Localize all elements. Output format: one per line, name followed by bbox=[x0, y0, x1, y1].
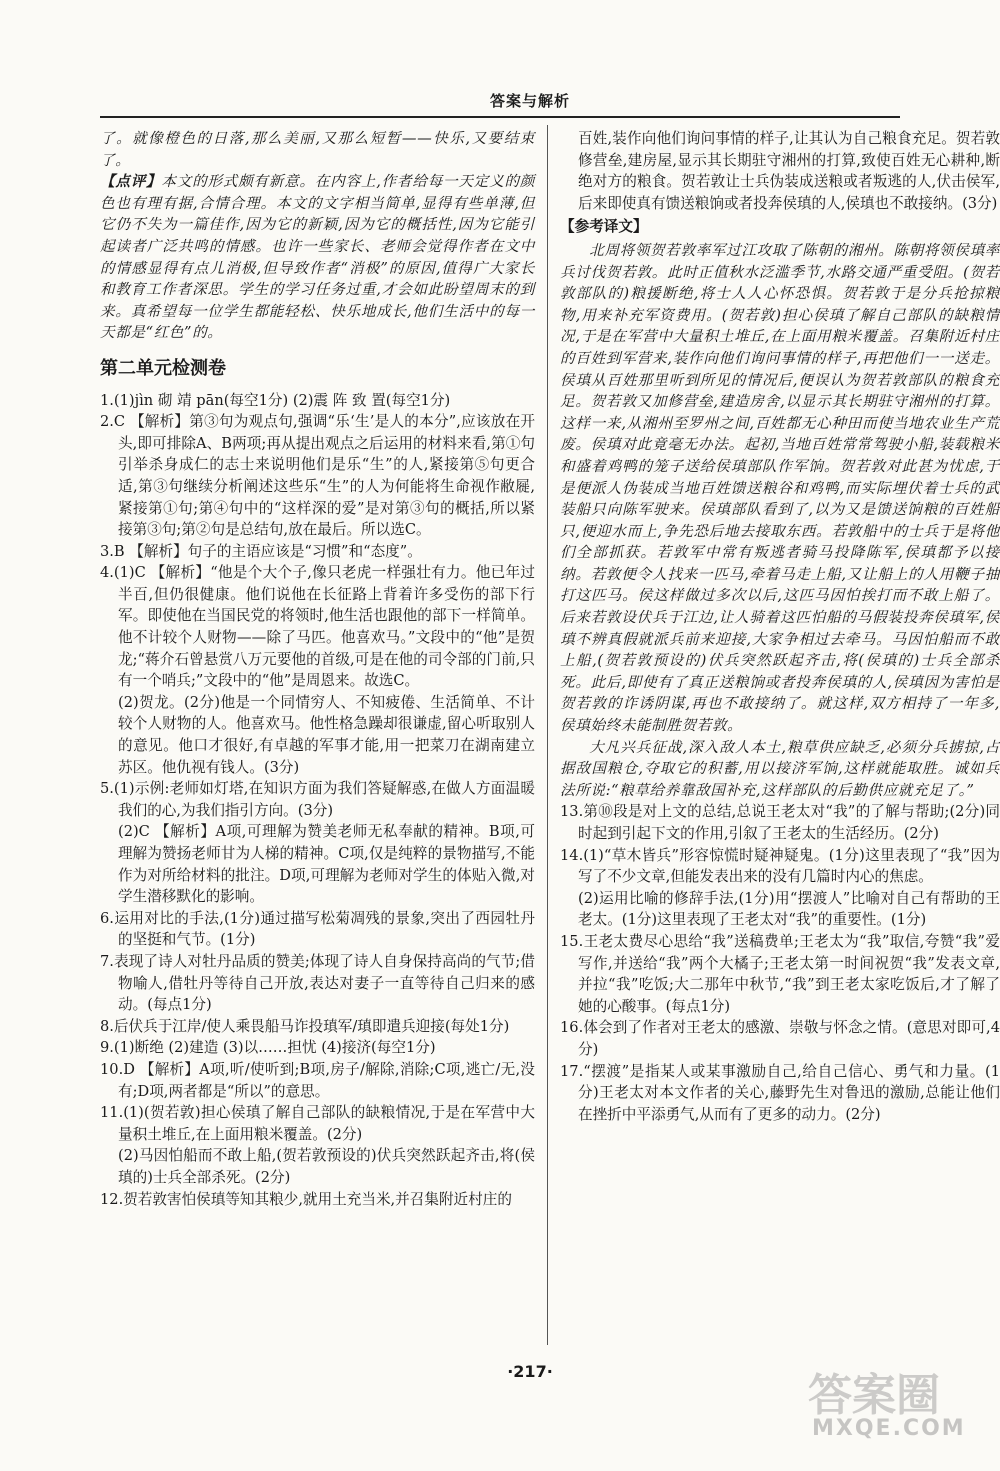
watermark-logo bbox=[802, 1368, 992, 1463]
translation-paragraph-2: 大凡兴兵征战,深入敌人本土,粮草供应缺乏,必须分兵掳掠,占据敌国粮仓,夺取它的积蓄,用以接济军饷,这样就能取胜。诚如兵法所说:“粮草给养靠敌国补充,这样部队的后勤供应就充足了。” bbox=[560, 738, 1000, 799]
translation-paragraph-1: 北周将领贺若敦率军过江攻取了陈朝的湘州。陈朝将领侯瑱率兵讨伐贺若敦。此时正值秋水泛滥季节,水路交通严重受阻。(贺若敦部队的)粮援断绝,将士人人心怀恐惧。贺若敦于是分兵抢掠粮物,用来补充军资费用。(贺若敦)担心侯瑱了解自己部队的缺粮情况,于是在军营中大量积土堆丘,在上面用粮米覆盖。召集附近村庄的百姓到军营来,装作向他们询问事情的样子,再把他们一一送走。侯瑱从百姓那里听到所见的情况后,便误认为贺若敦部队的粮食充足。贺若敦又加修营垒,建造房舍,以显示其长期驻守湘州的打算。这样一来,从湘州至罗州之间,百姓都无心种田而使当地农业生产荒废。侯瑱对此竟毫无办法。起初,当地百姓常常驾驶小船,装载粮米和盛着鸡鸭的笼子送给侯瑱部队作军饷。贺若敦对此甚为忧虑,于是便派人伪装成当地百姓馈送粮谷和鸡鸭,而实际埋伏着士兵的武装船只向陈军驶来。侯瑱部队看到了,以为又是馈送饷粮的百姓船只,便迎水而上,争先恐后地去接取东西。若敦船中的士兵于是将他们全部抓获。若敦军中常有叛逃者骑马投降陈军,侯瑱都予以接纳。若敦便令人找来一匹马,牵着马走上船,又让船上的人用鞭子抽打这匹马。侯这样做过多次以后,这匹马因怕挨打而不敢上船了。后来若敦设伏兵于江边,让人骑着这匹怕船的马假装投奔侯瑱军,侯瑱不辨真假就派兵前来迎接,大家争相过去牵马。马因怕船而不敢上船,(贺若敦预设的)伏兵突然跃起齐击,将(侯瑱的)士兵全部杀死。此后,即使有了真正送粮饷或者投奔侯瑱的人,侯瑱因为害怕是贺若敦的诈诱阴谋,再也不敢接纳了。就这样,双方相持了一年多,侯瑱始终未能制胜贺若敦。 bbox=[560, 241, 1000, 735]
answer-item-6: 6.运用对比的手法,(1分)通过描写松菊凋残的景象,突出了西园牡丹的坚挺和气节。(1分) bbox=[100, 909, 535, 949]
answer-item-12-cont: 百姓,装作向他们询问事情的样子,让其认为自己粮食充足。贺若敦修营垒,建房屋,显示其长期驻守湘州的打算,致使百姓无心耕种,断绝对方的粮食。贺若敦让士兵伪装成送粮或者叛逃的人,伏击侯军,后来即使真有馈送粮饷或者投奔侯瑱的人,侯瑱也不敢接纳。(3分) bbox=[578, 130, 1000, 212]
answer-item-5-sub: (2)C 【解析】A项,可理解为赞美老师无私奉献的精神。B项,可理解为赞扬老师甘为人梯的精神。C项,仅是纯粹的景物描写,不能作为对所给材料的批注。D项,可理解为老师对学生的体贴入微,对学生潜移默化的影响。 bbox=[118, 823, 535, 906]
answer-item-2: 2.C 【解析】第③句为观点句,强调“乐‘生’是人的本分”,应该放在开头,即可排除A、B两项;再从提出观点之后运用的材料来看,第①句引举杀身成仁的志士来说明他们是乐“生”的人,紧接第⑤句更合适,第③句继续分析阐述这些乐“生”的人为何能将生命视作敝屣,紧接第①句;第④句中的“这样深的爱”是对第③句的概括,所以紧接第③句;第②句是总结句,放在最后。所以选C。 bbox=[100, 413, 535, 539]
dianping-paragraph bbox=[100, 171, 535, 344]
translation-title bbox=[560, 216, 1000, 238]
page-header bbox=[100, 92, 900, 118]
dianping-tag: 【点评】 bbox=[100, 173, 162, 191]
answer-item-11: 11.(1)(贺若敦)担心侯瑱了解自己部队的缺粮情况,于是在军营中大量积土堆丘,在上面用粮米覆盖。(2分) bbox=[100, 1104, 535, 1143]
answer-item-16: 16.体会到了作者对王老太的感激、崇敬与怀念之情。(意思对即可,4分) bbox=[560, 1019, 1000, 1058]
translation-tag: 【参考译文】 bbox=[560, 218, 648, 236]
page-number: ·217· bbox=[507, 1362, 553, 1381]
answer-item-9: 9.(1)断绝 (2)建造 (3)以……担忧 (4)接济(每空1分) bbox=[100, 1039, 436, 1057]
left-column bbox=[100, 128, 535, 1210]
answer-item-12: 12.贺若敦害怕侯瑱等知其粮少,就用土充当米,并召集附近村庄的 bbox=[100, 1190, 512, 1208]
header-title: 答案与解析 bbox=[489, 92, 570, 110]
answer-item-8: 8.后伏兵于江岸/使人乘畏船马诈投瑱军/瑱即遣兵迎接(每处1分) bbox=[100, 1017, 510, 1035]
watermark-glyphs: 答案圈 bbox=[808, 1370, 940, 1418]
answer-item-15: 15.王老太费尽心思给“我”送稿费单;王老太为“我”取信,夸赞“我”爱写作,并送给“我”两个大橘子;王老太第一时间祝贺“我”发表文章,并拉“我”吃饭;大二那年中秋节,“我”到王老太家吃饭后,才了解了她的心酸事。(每点1分) bbox=[560, 932, 1000, 1015]
watermark-glyphs-icon bbox=[802, 1368, 992, 1418]
answer-item-4: 4.(1)C 【解析】“他是个大个子,像只老虎一样强壮有力。他已年过半百,但仍很健康。他们说他在长征路上背着许多受伤的部下行军。即使他在当国民党的将领时,他生活也跟他的部下一样简单。他不计较个人财物——除了马匹。他喜欢马。”文段中的“他”是贺龙;“蒋介石曾悬赏八万元要他的首级,可是在他的司令部的门前,只有一个哨兵;”文段中的“他”是周恩来。故选C。 bbox=[100, 564, 535, 690]
right-column bbox=[560, 128, 1000, 1125]
answer-item-4-sub: (2)贺龙。(2分)他是一个同情穷人、不知疲倦、生活简单、不计较个人财物的人。他喜欢马。他性格急躁却很谦虚,留心听取别人的意见。他口才很好,有卓越的军事才能,用一把菜刀在湖南建立苏区。他仇视有钱人。(3分) bbox=[118, 693, 535, 776]
answer-item-14: 14.(1)“草木皆兵”形容惊慌时疑神疑鬼。(1分)这里表现了“我”因为写了不少文章,但能发表出来的没有几篇时内心的焦虑。 bbox=[560, 846, 1000, 886]
answer-item-13: 13.第⑩段是对上文的总结,总说王老太对“我”的了解与帮助;(2分)同时起到引起下文的作用,引叙了王老太的生活经历。(2分) bbox=[560, 803, 1000, 842]
answer-item-14-sub: (2)运用比喻的修辞手法,(1分)用“摆渡人”比喻对自己有帮助的王老太。(1分)这里表现了王老太对“我”的重要性。(1分) bbox=[578, 889, 1000, 929]
dianping-text: 本文的形式颇有新意。在内容上,作者给每一天定义的颜色也有理有据,合情合理。本文的文字相当简单,显得有些单薄,但它仍不失为一篇佳作,因为它的新颖,因为它的概括性,因为它能引起读者广泛共鸣的情感。也许一些家长、老师会觉得作者在文中的情感显得有点儿消极,但导致作者“消极”的原因,值得广大家长和教育工作者深思。学生的学习任务过重,才会如此盼望周末的到来。真希望每一位学生都能轻松、快乐地成长,他们生活中的每一天都是“红色”的。 bbox=[100, 173, 535, 342]
answer-item-11-sub: (2)马因怕船而不敢上船,(贺若敦预设的)伏兵突然跃起齐击,将(侯瑱的)士兵全部杀死。(2分) bbox=[118, 1147, 535, 1186]
answer-item-5: 5.(1)示例:老师如灯塔,在知识方面为我们答疑解惑,在做人方面温暖我们的心,为我们指引方向。(3分) bbox=[100, 780, 535, 819]
intro-text: 了。就像橙色的日落,那么美丽,又那么短暂——快乐,又要结束了。 bbox=[100, 130, 535, 169]
answer-item-7: 7.表现了诗人对牡丹品质的赞美;体现了诗人自身保持高尚的气节;借物喻人,借牡丹等待自己开放,表达对妻子一直等待自己归来的感动。(每点1分) bbox=[100, 952, 535, 1014]
answer-item-3: 3.B 【解析】句子的主语应该是“习惯”和“态度”。 bbox=[100, 542, 422, 560]
answer-item-17: 17.“摆渡”是指某人或某事激励自己,给自己信心、勇气和力量。(1分)王老太对本文作者的关心,藤野先生对鲁迅的激励,总能让他们在挫折中平添勇气,从而有了更多的动力。(2分) bbox=[560, 1062, 1000, 1123]
answer-item-10: 10.D 【解析】A项,听/使听到;B项,房子/解除,消除;C项,逃亡/无,没有;D项,两者都是“所以”的意思。 bbox=[100, 1060, 535, 1100]
section-title: 第二单元检测卷 bbox=[100, 357, 226, 379]
watermark-text: MXQE.COM bbox=[812, 1416, 966, 1441]
answer-item-1: 1.(1)jìn 砌 靖 pān(每空1分) (2)震 阵 致 置(每空1分) bbox=[100, 391, 451, 409]
column-divider bbox=[547, 125, 548, 1345]
